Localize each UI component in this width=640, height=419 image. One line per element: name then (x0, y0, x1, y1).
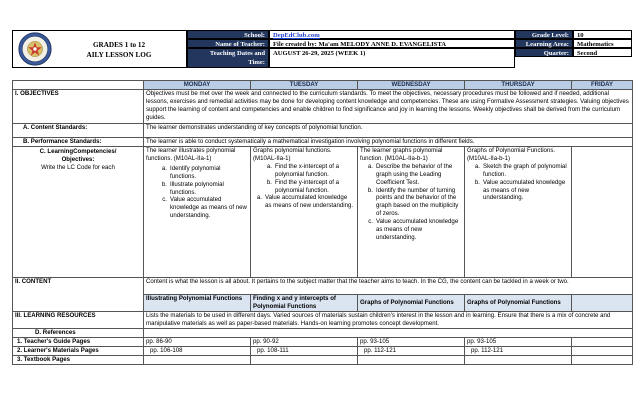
monday-list (146, 165, 248, 220)
competencies-label-3: Write the LC Code for each (41, 163, 115, 171)
tg-thursday: pp. 93-105 (465, 338, 572, 347)
content-text: Content is what the lesson is all about. It pertains to the subject matter that the teacher aims to teach. In the CG, the content can be tackled in a week or two. (144, 278, 633, 295)
list-item-text: Identify the number of turning points and the behavior of the graph based on the multiplicity of zeros. (376, 186, 459, 218)
title-box (12, 30, 187, 68)
teachers-guide-row (13, 338, 633, 347)
thursday-list (467, 163, 569, 203)
tb-monday (144, 356, 251, 365)
list-item (364, 218, 462, 242)
deped-seal-icon (18, 32, 52, 66)
title-line-1: GRADES 1 to 12 (92, 41, 146, 49)
topic-friday (572, 295, 633, 312)
list-marker: c. (368, 218, 373, 226)
list-item-text: Value accumulated knowledge as means of new understanding. (265, 194, 354, 210)
school-label: School: (187, 30, 269, 39)
competencies-label-1: C. LearningCompetencies/ (39, 148, 117, 155)
list-marker: b. (474, 178, 480, 186)
tg-wednesday: pp. 93-105 (358, 338, 465, 347)
quarter-label: Quarter: (515, 48, 573, 57)
tuesday-tail-list (253, 194, 355, 210)
topic-wednesday: Graphs of Polynomial Functions (358, 295, 465, 312)
day-header-row (13, 81, 633, 90)
list-item-text: Describe the behavior of the graph using the Leading Coefficient Test. (376, 162, 453, 186)
tuesday-intro: Graphs polynomial functions. (M10AL-IIa-1) (253, 147, 332, 162)
references-row (13, 329, 633, 338)
content-row (13, 278, 633, 295)
wednesday-intro: The learner graphs polynomial function. (M10AL-IIa-b-1) (360, 147, 443, 162)
tg-monday: pp. 86-90 (144, 338, 251, 347)
list-marker: a. (161, 164, 167, 172)
title-line-2: AILY LESSON LOG (86, 51, 152, 59)
teacher-value: File created by: Ma'am MELODY ANNE D. EVANGELISTA (269, 39, 515, 48)
quarter-value: Second (573, 48, 632, 57)
topic-tuesday: Finding x and y intercepts of Polynomial Functions (251, 295, 358, 312)
list-item (158, 196, 248, 220)
teachers-guide-label: 1. Teacher's Guide Pages (13, 338, 144, 347)
list-marker: b. (161, 180, 167, 188)
day-monday: MONDAY (144, 81, 251, 90)
performance-standards-row (13, 138, 633, 147)
topic-thursday: Graphs of Polynomial Functions (465, 295, 572, 312)
competencies-wednesday (358, 147, 465, 278)
resources-label: III. LEARNING RESOURCES (13, 312, 144, 329)
lm-thursday: pp. 112-121 (465, 347, 572, 356)
learners-materials-label: 2. Learner's Materials Pages (13, 347, 144, 356)
list-marker: b. (367, 186, 373, 194)
resources-text: Lists the materials to be used in different days. Varied sources of materials sustain children's interest in the lesson and in learning. Ensure that there is a mix of concrete and manipulative materials as well as paper-based materials. Hands-on learning promotes concept development. (144, 312, 633, 329)
tb-wednesday (358, 356, 465, 365)
competencies-label (13, 147, 144, 278)
objectives-label: I. OBJECTIVES (13, 90, 144, 124)
references-label: D. References (13, 329, 144, 338)
list-marker: a. (256, 194, 262, 202)
tuesday-list (253, 163, 355, 195)
lm-wednesday: pp. 112-121 (358, 347, 465, 356)
wednesday-list (360, 163, 462, 242)
list-marker: c. (162, 196, 167, 204)
list-item (364, 163, 462, 187)
list-item (263, 179, 355, 195)
monday-intro: The learner illustrates polynomial functions. (M10AL-IIa-1) (146, 147, 236, 162)
grade-label: Grade Level: (515, 30, 573, 39)
tg-tuesday: pp. 90-92 (251, 338, 358, 347)
dates-value: AUGUST 26-29, 2025 (WEEK 1) (269, 48, 515, 68)
competencies-thursday (465, 147, 572, 278)
list-item (471, 179, 569, 203)
list-marker: a. (266, 162, 272, 170)
list-marker: a. (474, 162, 480, 170)
competencies-monday (144, 147, 251, 278)
list-item-text: Value accumulated knowledge as means of new understanding. (483, 178, 566, 202)
list-item (364, 187, 462, 219)
list-item (471, 163, 569, 179)
lesson-log-header (12, 30, 632, 68)
dates-label: Teaching Dates and Time: (187, 48, 269, 68)
learners-materials-row (13, 347, 633, 356)
lm-monday: pp. 106-108 (144, 347, 251, 356)
competencies-label-2: Objectives: (61, 155, 95, 163)
objectives-row (13, 90, 633, 124)
list-item-text: Value accumulated knowledge as means of new understanding. (376, 218, 459, 241)
day-header-blank (13, 81, 144, 90)
tb-thursday (465, 356, 572, 365)
day-tuesday: TUESDAY (251, 81, 358, 90)
competencies-row (13, 147, 633, 278)
list-item (158, 165, 248, 181)
performance-standards-label: B. Performance Standards: (13, 138, 144, 147)
thursday-intro: Graphs of Polynomial Functions. (M10AL-IIa-b-1) (467, 147, 556, 162)
content-standards-label-text: A. Content Standards: (23, 124, 88, 131)
textbook-label: 3. Textbook Pages (13, 356, 144, 365)
list-item-text: Find the y-intercept of a polynomial function. (275, 178, 340, 194)
textbook-row (13, 356, 633, 365)
list-item (253, 194, 355, 210)
teacher-label: Name of Teacher: (187, 39, 269, 48)
list-item (158, 181, 248, 197)
performance-standards-text: The learner is able to conduct systematically a mathematical investigation involving polynomial functions in different fields. (144, 138, 633, 147)
day-friday: FRIDAY (572, 81, 633, 90)
area-value: Mathematics (573, 39, 632, 48)
lm-friday (572, 347, 633, 356)
list-item (263, 163, 355, 179)
day-thursday: THURSDAY (465, 81, 572, 90)
tb-tuesday (251, 356, 358, 365)
list-item-text: Identify polynomial functions. (170, 164, 221, 180)
competencies-tuesday (251, 147, 358, 278)
list-item-text: Value accumulated knowledge as means of new understanding. (170, 196, 247, 220)
area-label: Learning Area: (515, 39, 573, 48)
content-standards-row (13, 124, 633, 138)
content-label: II. CONTENT (13, 278, 144, 312)
school-value[interactable]: DepEdClub.com (269, 30, 515, 39)
content-standards-text: The learner demonstrates understanding of key concepts of polynomial function. (144, 124, 633, 138)
objectives-text: Objectives must be met over the week and connected to the curriculum standards. To meet the objectives, necessary procedures must be followed and if needed, additional lessons, exercises and remedial activities may be done for developing content knowledge and competencies. These are using Formative Assessment strategies. Valuing objectives support the learning of content and competencies and enable children to find significance and joy in learning the lessons. Weekly objectives shall be derived from the curriculum guides. (144, 90, 633, 124)
lesson-plan-table (12, 80, 633, 365)
list-marker: a. (367, 162, 373, 170)
resources-row (13, 312, 633, 329)
list-item-text: Illustrate polynomial functions. (170, 180, 224, 196)
lm-tuesday: pp. 108-111 (251, 347, 358, 356)
topic-monday: Illustrating Polynomial Functions (144, 295, 251, 312)
list-item-text: Find the x-intercept of a polynomial function. (275, 162, 340, 178)
document-title (55, 40, 183, 60)
day-wednesday: WEDNESDAY (358, 81, 465, 90)
references-blank (144, 329, 633, 338)
content-standards-label (13, 124, 144, 138)
list-item-text: Sketch the graph of polynomial function. (483, 162, 567, 178)
list-marker: b. (266, 178, 272, 186)
competencies-friday (572, 147, 633, 278)
tb-friday (572, 356, 633, 365)
tg-friday (572, 338, 633, 347)
grade-value: 10 (573, 30, 632, 39)
